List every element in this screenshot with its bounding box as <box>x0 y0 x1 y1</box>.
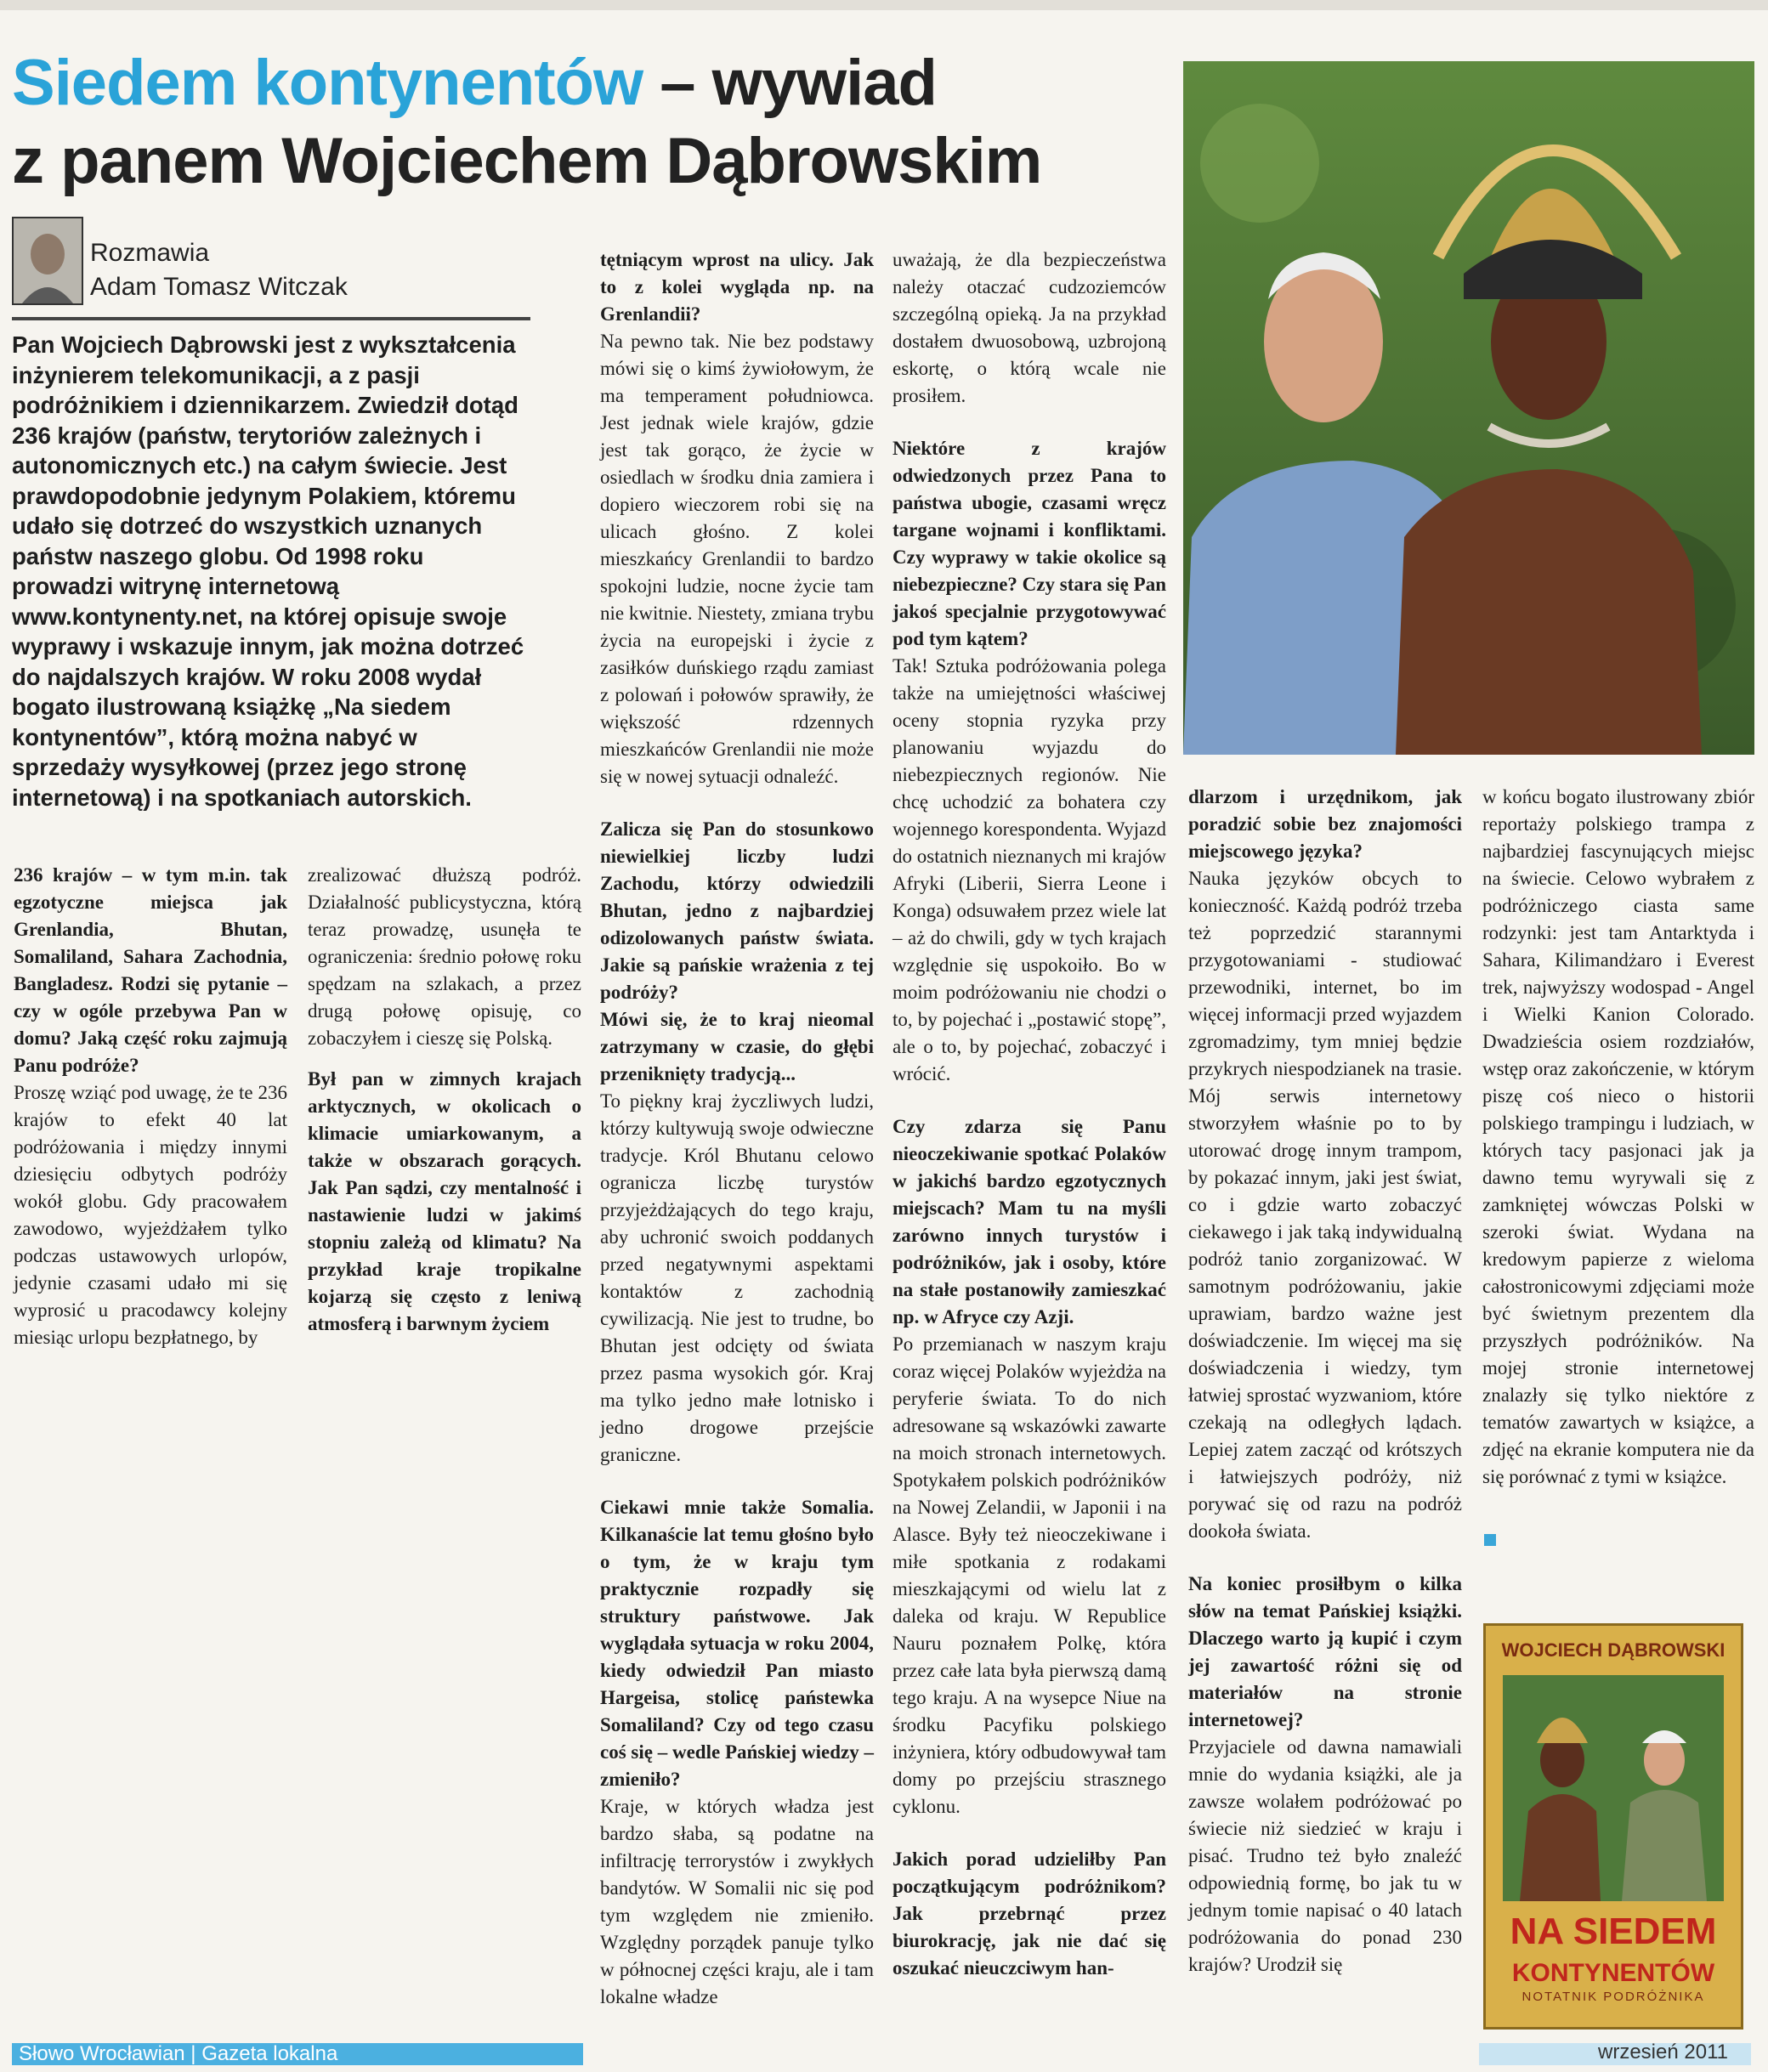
answer: Przyjaciele od dawna namawiali mnie do wydania książki, ale ja zawsze wolałem podróżować po świecie niż siedzieć w kraju i pisać. Trudno też było znaleźć odpowiednią formę, bo jak tu w jednym tomie napisać o 40 latach podróżowania do ponad 230 krajów? Urodził się <box>1188 1736 1462 1975</box>
column-2 <box>308 862 581 1338</box>
lead-paragraph: Pan Wojciech Dąbrowski jest z wykształcenia inżynierem telekomunikacji, a z pasji podróżnikiem i dziennikarzem. Zwiedził dotąd 236 krajów (państw, terytoriów zależnych i autonomicznych etc.) na całym świecie. Jest prawdopodobnie jedynym Polakiem, któremu udało się dotrzeć do wszystkich uznanych państw naszego globu. Od 1998 roku prowadzi witrynę internetową www.kontynenty.net, na której opisuje swoje wyprawy i wskazuje innym, jak można dotrzeć do najdalszych krajów. W roku 2008 wydał bogato ilustrowaną książkę „Na siedem kontynentów”, którą można nabyć w sprzedaży wysyłkowej (przez jego stronę internetową) i na spotkaniach autorskich. <box>12 331 524 811</box>
answer: Tak! Sztuka podróżowania polega także na umiejętności właściwej oceny stopnia ryzyka przy planowaniu wyjazdu do niebezpiecznych regionów. Nie chcę uchodzić za bohatera czy wojennego korespondenta. Wyjazd do ostatnich nieznanych mi krajów Afryki (Liberii, Sierra Leone i Konga) odsuwałem przez wiele lat – aż do chwili, gdy w tych krajach względnie się uspokoiło. Bo w moim podróżowaniu nie chodzi o to, by pojechać i „postawić stopę”, ale o to, by pojechać, zobaczyć i wrócić. <box>892 655 1167 1084</box>
book-title-line-2: KONTYNENTÓW <box>1511 1959 1715 1987</box>
book-author: WOJCIECH DĄBROWSKI <box>1501 1639 1726 1661</box>
answer: uważają, że dla bezpieczeństwa należy otaczać cudzoziemców szczególną opieką. Ja na przykład dostałem dwuosobową, uzbrojoną eskortę, o którą wcale nie prosiłem. <box>892 249 1166 406</box>
question: Czy zdarza się Panu nieoczekiwanie spotkać Polaków w jakichś bardzo egzotycznych miejscach? Mam tu na myśli zarówno innych turystów i podróżników, jak i osoby, które na stałe postanowiły zamieszkać np. w Afryce czy Azji. <box>892 1116 1166 1328</box>
author-avatar <box>12 217 83 305</box>
article-title <box>12 44 1151 201</box>
question: Ciekawi mnie także Somalia. Kilkanaście lat temu głośno było o tym, że w kraju tym praktycznie rozpadły się struktury państwowe. Jak wyglądała sytuacja w roku 2004, kiedy odwiedził Pan miasto Hargeisa, stolicę państewka Somaliland? Czy od tego czasu coś się – wedle Pańskiej wiedzy – zmieniło? <box>600 1497 874 1790</box>
answer: Nauka języków obcych to konieczność. Każdą podróż trzeba też poprzedzić starannymi przygotowaniami - studiować przewodniki, internet, bo im więcej informacji przed wyjazdem zgromadzimy, tym mniej będzie przykrych niespodzianek na trasie. Mój serwis internetowy stworzyłem właśnie po to by utorować drogę innym trampom, by pokazać innym, jaki jest świat, co i gdzie warto zobaczyć ciekawego i jak taką indywidualną podróż tanio zorganizować. W samotnym podróżowaniu, jakie uprawiam, bardzo ważne jest doświadczenie. Im więcej ma się doświadczenia i wiedzy, tym łatwiej sprostać wyzwaniom, które czekają na odległych lądach. Lepiej zatem zacząć od krótszych i łatwiejszych podróży, niż porywać się od razu na podróż dookoła świata. <box>1188 868 1462 1542</box>
book-cover-photo <box>1503 1675 1724 1901</box>
header-strip <box>0 0 1768 10</box>
question: Mówi się, że to kraj nieomal zatrzymany w czasie, do głębi przeniknięty tradycją... <box>600 1009 874 1084</box>
title-line-2: z panem Wojciechem Dąbrowskim <box>12 125 1042 197</box>
title-accent: Siedem kontynentów <box>12 47 643 119</box>
answer: w końcu bogato ilustrowany zbiór reportaży polskiego trampa z najbardziej fascynujących miejsc na świecie. Celowo wybrałem z podróżniczego ciasta same rodzynki: jest tam Antarktyda i Sahara, Kilimandżaro i Everest trek, najwyższy wodospad - Angel i Wielki Kanion Colorado. Dwadzieścia osiem rozdziałów, wstęp oraz zakończenie, w którym piszę coś nieco o historii polskiego trampingu i ludziach, w których tacy pasjonaci jak ja dawno temu wyrywali się z zamkniętej wówczas Polski w szeroki świat. Wydana na kredowym papierze z wieloma całostronicowymi zdjęciami może być świetnym prezentem dla przyszłych podróżników. Na mojej stronie internetowej znalazły się tylko niektóre z tematów zawartych w książce, a zdjęć na ekranie komputera nie da się porównać z tymi w książce. <box>1482 786 1754 1487</box>
question: 236 krajów – w tym m.in. tak egzotyczne miejsca jak Grenlandia, Bhutan, Somaliland, Sahara Zachodnia, Bangladesz. Rodzi się pytanie – czy w ogóle przebywa Pan w domu? Jaką część roku zajmują Panu podróże? <box>14 864 287 1076</box>
byline-role: Rozmawia <box>90 239 210 267</box>
article-end-mark <box>1484 1534 1496 1546</box>
question: tętniącym wprost na ulicy. Jak to z kolei wygląda np. na Grenlandii? <box>600 249 874 325</box>
book-subtitle: NOTATNIK PODRÓŻNIKA <box>1522 1990 1705 2004</box>
question: Na koniec prosiłbym o kilka słów na temat Pańskiej książki. Dlaczego warto ją kupić i czym jej zawartość różni się od materiałów na stronie internetowej? <box>1188 1573 1462 1730</box>
question: Był pan w zimnych krajach arktycznych, w okolicach o klimacie umiarkowanym, a także w obszarach gorących. Jak Pan sądzi, czy mentalność i nastawienie ludzi w jakimś stopniu zależą od klimatu? Na przykład kraje tropikalne kojarzą się często z leniwą atmosferą i barwnym życiem <box>308 1068 581 1334</box>
title-rest: – wywiad <box>643 47 937 119</box>
column-3 <box>600 246 874 2011</box>
traveler-photo <box>1183 61 1754 755</box>
question: Zalicza się Pan do stosunkowo niewielkiej liczby ludzi Zachodu, którzy odwiedzili Bhutan, jedno z najbardziej odizolowanych państw świata. Jakie są pańskie wrażenia z tej podróży? <box>600 818 874 1003</box>
answer: zrealizować dłuższą podróż. Działalność publicystyczna, którą teraz prowadzę, usunęła te ograniczenia: średnio połowę roku spędzam na szlakach, a przez drugą połowę opisuję, co zobaczyłem i cieszę się Polską. <box>308 864 581 1049</box>
byline-name: Adam Tomasz Witczak <box>90 273 348 301</box>
answer: Po przemianach w naszym kraju coraz więcej Polaków wyjeżdża na peryferie świata. To do nich adresowane są wskazówki zawarte na moich stronach internetowych. Spotykałem polskich podróżników na Nowej Zelandii, w Japonii i na Alasce. Były też nieoczekiwane i miłe spotkania z rodakami mieszkającymi od wielu lat z daleka od kraju. W Republice Nauru poznałem Polkę, która przez całe lata była pierwszą damą tego kraju. A na wysepce Niue na środku Pacyfiku polskiego inżyniera, który odbudowywał tam domy po przejściu strasznego cyklonu. <box>892 1333 1166 1817</box>
answer: Proszę wziąć pod uwagę, że te 236 krajów to efekt 40 lat podróżowania i między innymi dziesięciu odbytych podróży wokół globu. Gdy pracowałem zawodowo, wyjeżdżałem tylko podczas ustawowych urlopów, jedynie czasami udało mi się wyprosić u pracodawcy kolejny miesiąc urlopu bezpłatnego, by <box>14 1082 287 1348</box>
answer: Kraje, w których władza jest bardzo słaba, są podatne na infiltrację terrorystów i zwykłych bandytów. W Somalii nic się pod tym względem nie zmieniło. Względny porządek panuje tylko w północnej części kraju, ale i tam lokalne władze <box>600 1796 874 2007</box>
answer: To piękny kraj życzliwych ludzi, którzy kultywują swoje odwieczne tradycje. Król Bhutanu celowo ogranicza liczbę turystów przyjeżdżających do tego kraju, aby uchronić swoich poddanych przed negatywnymi aspektami kontaktów z zachodnią cywilizacją. Nie jest to trudne, bo Bhutan jest odcięty od świata przez pasma wysokich gór. Kraj ma tylko jedno małe lotnisko i jedno drogowe przejście graniczne. <box>600 1090 874 1465</box>
footer-date: wrzesień 2011 <box>1598 2041 1728 2064</box>
question: dlarzom i urzędnikom, jak poradzić sobie bez znajomości miejscowego języka? <box>1188 786 1462 862</box>
book-title-line-1: NA SIEDEM <box>1510 1911 1717 1952</box>
byline <box>90 236 348 304</box>
footer-publication: Słowo Wrocławian | Gazeta lokalna <box>19 2042 338 2065</box>
column-5 <box>1188 784 1462 1979</box>
book-cover <box>1483 1623 1743 2030</box>
question: Jakich porad udzieliłby Pan początkującym podróżnikom? Jak przebrnąć przez biurokrację, jak nie dać się oszukać nieuczciwym han- <box>892 1848 1166 1979</box>
question: Niektóre z krajów odwiedzonych przez Pana to państwa ubogie, czasami wręcz targane wojnami i konfliktami. Czy wyprawy w takie okolice są niebezpieczne? Czy stara się Pan jakoś specjalnie przygotowywać pod tym kątem? <box>892 438 1166 649</box>
answer: Na pewno tak. Nie bez podstawy mówi się o kimś żywiołowym, że ma temperament południowca. Jest jednak wiele krajów, gdzie jest tak gorąco, że życie w osiedlach w środku dnia zamiera i dopiero wieczorem robi się na ulicach głośno. Z kolei mieszkańcy Grenlandii to bardzo spokojni ludzie, nocne życie tam nie kwitnie. Niestety, zmiana trybu życia na europejski i życie z zasiłków duńskiego rządu zamiast z polowań i połowów sprawiły, że większość rdzennych mieszkańców Grenlandii nie może się w nowej sytuacji odnaleźć. <box>600 331 874 787</box>
book-title <box>1486 1913 1741 1992</box>
column-1 <box>14 862 287 1351</box>
lead-divider <box>12 317 530 320</box>
column-6 <box>1482 784 1754 1491</box>
column-4 <box>892 246 1166 1982</box>
